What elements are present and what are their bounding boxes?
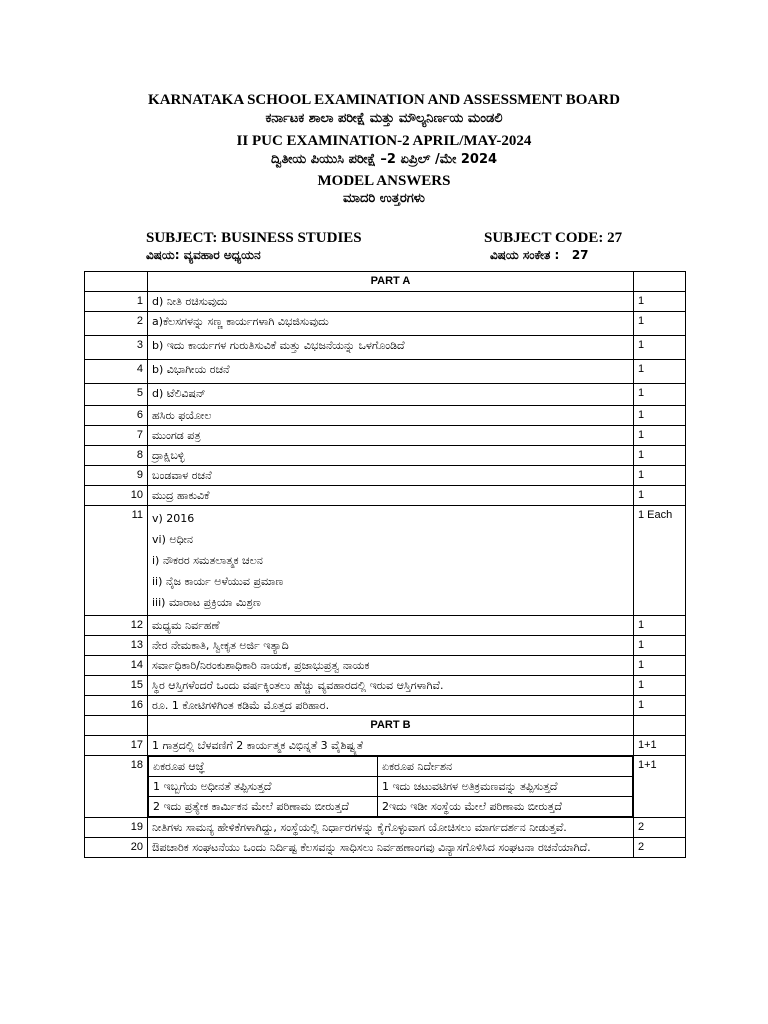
marks: 1+1 <box>634 756 686 818</box>
marks: 1 <box>634 426 686 446</box>
answer-text: ಸರ್ವಾಧಿಕಾರಿ/ನಿರಂಕುಶಾಧಿಕಾರಿ ನಾಯಕ, ಪ್ರಜಾಭುಪ್ರತ್ವ ನಾಯಕ <box>148 656 634 676</box>
model-answers-title-kn: ಮಾದರಿ ಉತ್ತರಗಳು <box>343 191 425 206</box>
marks: 1 Each <box>634 506 686 616</box>
question-number: 20 <box>85 838 148 858</box>
marks: 1 <box>634 360 686 384</box>
question-number: 1 <box>85 292 148 312</box>
subject-code-kn: ವಿಷಯ ಸಂಕೇತ : 27 <box>490 248 589 262</box>
table-row <box>85 426 686 446</box>
answer-option: i) ನೌಕರರ ಸಮತಲಾತ್ಮಕ ಚಲನ <box>152 554 263 567</box>
comparison-table <box>148 756 633 817</box>
marks: 1 <box>634 636 686 656</box>
answer-text: d) ಟೆಲಿವಿಷನ್ <box>148 384 634 406</box>
question-number: 17 <box>85 736 148 756</box>
table-row <box>85 336 686 360</box>
question-number: 10 <box>85 486 148 506</box>
marks: 1 <box>634 656 686 676</box>
question-number: 13 <box>85 636 148 656</box>
left-point-1: 1 ಇಬ್ಬಗೆಯ ಅಧೀನತೆ ತಪ್ಪಿಸುತ್ತದೆ <box>149 777 378 797</box>
marks: 2 <box>634 838 686 858</box>
question-number: 6 <box>85 406 148 426</box>
answer-option: vi) ಅಧೀನ <box>152 533 193 546</box>
left-point-2: 2 ಇದು ಪ್ರತ್ಯೇಕ ಕಾರ್ಮಿಕನ ಮೇಲೆ ಪರಿಣಾಮ ಬೀರುತ್ತದೆ <box>149 797 378 817</box>
answer-text: ನೀತಿಗಳು ಸಾಮನ್ಯ ಹೇಳಿಕೆಗಳಾಗಿದ್ದು, ಸಂಸ್ಥೆಯಲ್ಲಿ ನಿರ್ಧಾರಗಳನ್ನು ಕೈಗೊಳ್ಳುವಾಗ ಯೋಚಿಸಲು ಮಾರ್ಗದರ್ಶನ ನೀಡುತ್ತವೆ. <box>148 818 634 838</box>
subject-code-en: SUBJECT CODE: 27 <box>484 230 623 246</box>
part-b-title: PART B <box>148 716 634 736</box>
left-heading: ಏಕರೂಪ ಆಜ್ಞೆ <box>149 757 378 777</box>
marks: 1 <box>634 676 686 696</box>
question-number: 11 <box>85 506 148 616</box>
table-row <box>85 384 686 406</box>
table-row <box>85 676 686 696</box>
part-b-header-row <box>85 716 686 736</box>
marks: 1 <box>634 466 686 486</box>
marks: 1 <box>634 446 686 466</box>
part-a-title: PART A <box>148 272 634 292</box>
marks: 1 <box>634 384 686 406</box>
right-point-2: 2ಇದು ಇಡೀ ಸಂಸ್ಥೆಯ ಮೇಲೆ ಪರಿಣಾಮ ಬೀರುತ್ತದೆ <box>378 797 633 817</box>
board-title-kn: ಕರ್ನಾಟಕ ಶಾಲಾ ಪರೀಕ್ಷೆ ಮತ್ತು ಮೌಲ್ಯನಿರ್ಣಯ ಮಂಡಲಿ <box>265 111 503 126</box>
answer-option: v) 2016 <box>152 512 195 525</box>
question-number: 8 <box>85 446 148 466</box>
question-number: 16 <box>85 696 148 716</box>
question-number: 4 <box>85 360 148 384</box>
table-row <box>85 466 686 486</box>
question-number: 18 <box>85 756 148 818</box>
table-row <box>85 292 686 312</box>
table-row <box>85 838 686 858</box>
table-row <box>85 406 686 426</box>
part-a-header-row <box>85 272 686 292</box>
answer-text: b) ಇದು ಕಾರ್ಯಗಳ ಗುರುತಿಸುವಿಕೆ ಮತ್ತು ವಿಭಜನೆಯನ್ನು ಒಳಗೊಂಡಿದೆ <box>148 336 634 360</box>
table-row-q11 <box>85 506 686 616</box>
table-row <box>85 616 686 636</box>
table-row <box>85 696 686 716</box>
answer-text: ಬಂಡವಾಳ ರಚನೆ <box>148 466 634 486</box>
table-row <box>85 360 686 384</box>
answer-text: ಮುದ್ರ ಹಾಕುವಿಕೆ <box>148 486 634 506</box>
table-row-q18 <box>85 756 686 818</box>
answer-text: ನೇರ ನೇಮಕಾತಿ, ಸ್ವೀಕೃತ ಅರ್ಜಿ ಇತ್ಯಾದಿ <box>148 636 634 656</box>
table-row <box>85 312 686 336</box>
question-number: 3 <box>85 336 148 360</box>
answer-text: ಮುಂಗಡ ಪತ್ರ <box>148 426 634 446</box>
comparison-cell <box>148 756 634 818</box>
question-number: 19 <box>85 818 148 838</box>
subject-name-en: SUBJECT: BUSINESS STUDIES <box>146 230 362 246</box>
answer-text: ರೂ. 1 ಕೋಟಿಗಳಿಗಿಂತ ಕಡಿಮೆ ಮೊತ್ತದ ಪರಿಹಾರ. <box>148 696 634 716</box>
answer-text: ಸ್ಥಿರ ಆಸ್ತಿಗಳೆಂದರೆ ಒಂದು ವರ್ಷಕ್ಕಿಂತಲು ಹೆಚ್ಚು ವ್ಯವಹಾರದಲ್ಲಿ ಇರುವ ಆಸ್ತಿಗಳಾಗಿವೆ. <box>148 676 634 696</box>
question-number: 7 <box>85 426 148 446</box>
board-title-en: KARNATAKA SCHOOL EXAMINATION AND ASSESSMENT BOARD <box>148 92 620 108</box>
answer-text: ಮಧ್ಯಮ ನಿರ್ವಹಣೆ <box>148 616 634 636</box>
answer-table <box>84 271 686 858</box>
right-point-1: 1 ಇದು ಚಟುವಟಿಗಳ ಅತಿಕ್ರಮಣವನ್ನು ತಪ್ಪಿಸುತ್ತದೆ <box>378 777 633 797</box>
table-row <box>85 818 686 838</box>
table-row <box>85 446 686 466</box>
answer-option: iii) ಮಾರಾಟ ಪ್ರಕ್ರಿಯಾ ಮಿಶ್ರಣ <box>152 596 261 609</box>
exam-title-kn: ದ್ವಿತೀಯ ಪಿಯುಸಿ ಪರೀಕ್ಷೆ –2 ಏಪ್ರಿಲ್ /ಮೇ 2024 <box>270 152 498 167</box>
marks: 2 <box>634 818 686 838</box>
table-row <box>85 486 686 506</box>
marks: 1+1 <box>634 736 686 756</box>
answer-text: ಹಸಿರು ಫಯೋಲ <box>148 406 634 426</box>
question-number: 5 <box>85 384 148 406</box>
exam-title-en: II PUC EXAMINATION-2 APRIL/MAY-2024 <box>236 133 532 149</box>
marks: 1 <box>634 616 686 636</box>
marks: 1 <box>634 336 686 360</box>
question-number: 15 <box>85 676 148 696</box>
table-row <box>85 736 686 756</box>
answer-text: b) ವಿಭಾಗೀಯ ರಚನೆ <box>148 360 634 384</box>
marks: 1 <box>634 406 686 426</box>
right-heading: ಏಕರೂಪ ನಿರ್ದೇಶನ <box>378 757 633 777</box>
answer-list <box>148 506 634 616</box>
marks: 1 <box>634 292 686 312</box>
question-number: 9 <box>85 466 148 486</box>
question-number: 14 <box>85 656 148 676</box>
answer-text: 1 ಗಾತ್ರದಲ್ಲಿ ಬೆಳವಣಿಗೆ 2 ಕಾರ್ಯತ್ಮಕ ವಿಭಿನ್ನತೆ 3 ವೈಶಿಷ್ಟ್ಯತೆ <box>148 736 634 756</box>
question-number: 2 <box>85 312 148 336</box>
model-answers-title-en: MODEL ANSWERS <box>317 173 451 189</box>
answer-text: d) ನೀತಿ ರಚಿಸುವುದು <box>148 292 634 312</box>
question-number: 12 <box>85 616 148 636</box>
table-row <box>85 656 686 676</box>
marks: 1 <box>634 696 686 716</box>
marks: 1 <box>634 486 686 506</box>
answer-option: ii) ನೈಜ ಕಾರ್ಯ ಅಳೆಯುವ ಪ್ರಮಾಣ <box>152 575 284 588</box>
answer-text: ದ್ರಾಕ್ಷಿಬಳ್ಳಿ <box>148 446 634 466</box>
answer-text: a)ಕೆಲಸಗಳನ್ನು ಸಣ್ಣ ಕಾರ್ಯಗಳಾಗಿ ವಿಭಜಿಸುವುದು <box>148 312 634 336</box>
answer-text: ಔಪಚಾರಿಕ ಸಂಘಟನೆಯು ಒಂದು ನಿರ್ದಿಷ್ಟ ಕೆಲಸವನ್ನು ಸಾಧಿಸಲು ನಿರ್ವಹಣಾಂಗವು ವಿನ್ಯಾಸಗೊಳಿಸಿದ ಸಂಘಟನಾ ರಚನೆಯಾಗಿದೆ. <box>148 838 634 858</box>
marks: 1 <box>634 312 686 336</box>
table-row <box>85 636 686 656</box>
subject-name-kn: ವಿಷಯ: ವ್ಯವಹಾರ ಅಧ್ಯಯನ <box>146 248 261 262</box>
